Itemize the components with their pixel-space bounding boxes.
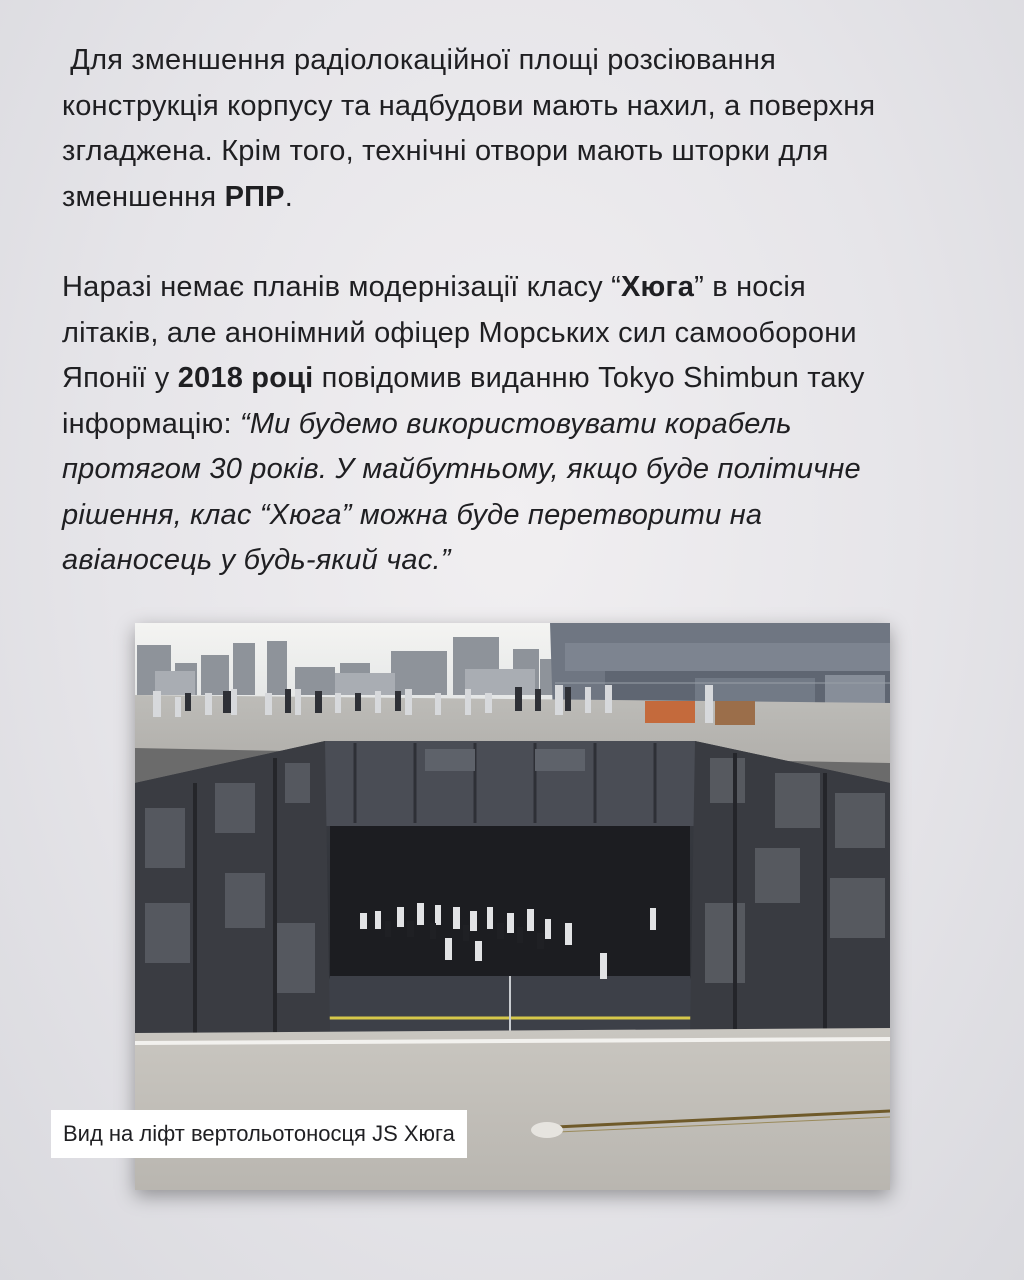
text-line bbox=[62, 356, 962, 402]
text-line bbox=[62, 265, 962, 311]
text-line-1-end: ” в носія bbox=[694, 271, 806, 303]
quote-line-4: авіаносець у будь-який час.” bbox=[62, 544, 451, 576]
text-line-4: зменшення bbox=[62, 180, 225, 213]
bold-year: 2018 році bbox=[177, 362, 314, 394]
text-line-1: Для зменшення радіолокаційної площі розсіювання bbox=[62, 44, 776, 76]
text-line-3: згладжена. Крім того, технічні отвори мають шторки для bbox=[62, 135, 829, 167]
photo-illustration bbox=[135, 623, 890, 1190]
text-period: . bbox=[284, 180, 293, 213]
text-line-4: інформацію: bbox=[62, 407, 240, 440]
paragraph-radar bbox=[62, 38, 962, 220]
bold-term-hyuga: Хюга bbox=[620, 271, 695, 303]
text-line bbox=[62, 38, 962, 84]
text-line bbox=[62, 84, 962, 130]
ship-elevator-photo bbox=[135, 623, 890, 1190]
text-line-2: літаків, але анонімний офіцер Морських сил самооборони bbox=[62, 316, 857, 349]
photo-caption: Вид на ліфт вертольотоносця JS Хюга bbox=[51, 1110, 467, 1158]
bold-term-rpr: РПР bbox=[224, 180, 285, 213]
paragraph-modernization bbox=[62, 265, 962, 584]
text-line-2: конструкція корпусу та надбудови мають нахил, а поверхня bbox=[62, 89, 876, 122]
text-line bbox=[62, 493, 962, 539]
text-line bbox=[62, 402, 962, 448]
text-line bbox=[62, 129, 962, 175]
text-line bbox=[62, 175, 962, 221]
quote-line-1: “Ми будемо використовувати корабель bbox=[239, 407, 792, 440]
text-line bbox=[62, 538, 962, 584]
text-line bbox=[62, 311, 962, 357]
text-line-3: Японії у bbox=[62, 362, 178, 394]
text-line-3-end: повідомив виданню Tokyo Shimbun таку bbox=[313, 362, 865, 394]
text-line-1: Наразі немає планів модернізації класу “ bbox=[62, 271, 621, 303]
quote-line-3: рішення, клас “Хюга” можна буде перетворити на bbox=[62, 498, 763, 531]
quote-line-2: протягом 30 років. У майбутньому, якщо буде політичне bbox=[62, 453, 861, 485]
text-line bbox=[62, 447, 962, 493]
